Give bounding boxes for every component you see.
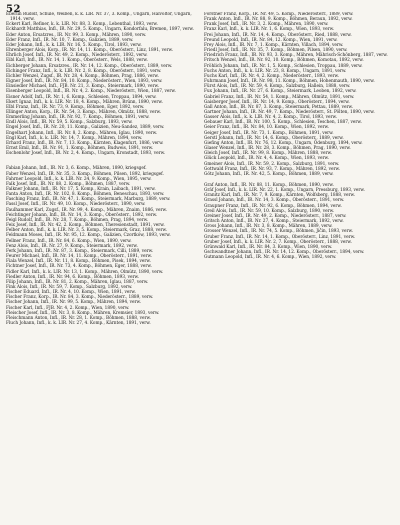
list-entry: Engl Karl, Infl., k. k. LIR. Nr. 14, 7. Komp., Mähren, 1894, verw. (6, 135, 143, 141)
list-entry: Fenz Alois, Infl., IR. Nr. 27, 9. Komp., Steiermark, 1892, verw. (6, 243, 138, 249)
list-entry: Giefing Anton, Infl., IR. Nr. 76, 12. Komp., Ungarn, Ödenburg, 1894, verw. (204, 140, 363, 146)
list-entry: Eberlin Rudolf, Schule, Weißen, k. k. LIR. Nr. 37, 3. Komp., Ungarn, Halvöltör, Ungarn, 1914. verw. (6, 12, 192, 23)
list-entry: Ehrlich Josef, Infl., IR. Nr. 49, 2. Komp., Niederösterr., 1892, verw. (6, 53, 148, 59)
list-entry: Gall Anton, Infl., IR. Nr. 87, 3. Komp., Steiermark, Pettau, 1889, verw. (204, 104, 353, 110)
list-entry: Geier Franz, Infl., IR. Nr. 84, 10. Komp., Wien, 1892, verw. (204, 125, 329, 131)
list-entry: Fleischer Josef, Infl., IR. Nr. 3, 8. Komp., Mähren, Kremsier, 1893, verw. (6, 310, 160, 316)
list-entry: Gabriel Franz, Infl., IR. Nr. 54, 1. Komp., Mähren, Olmütz, 1891, verw. (204, 94, 355, 100)
list-entry: Fischer Karl, Infl., FJB. Nr. 4, 2. Komp., Wien, 1890, verw. (6, 305, 130, 311)
list-entry: Gaisberger Josef, Infl., IR. Nr. 14, 9. Komp., Oberösterr., 1894, verw. (204, 99, 350, 105)
list-entry: Graf Anton, Infl., IR. Nr. 88, 11. Komp., Böhmen, 1890, verw. (204, 183, 334, 188)
list-entry: Elbl Franz, Infl., IR. Nr. 73, 9. Komp., Böhmen, Eger, 1892, verw. (6, 104, 145, 110)
list-entry: Fink Alois, Infl., IR. Nr. 59, 7. Komp., Salzburg, 1892, verw. (6, 284, 133, 290)
list-entry: Eibl Karl, Infl., IR. Nr. 14, 1. Komp., Oberösterr., Wels, 1888, verw. (6, 58, 148, 64)
list-entry: Eckhardt Matthias, Infl., IR. Nr. 29, 5. Komp., Ungarn, Kondorfalu, Bremen, 1897, verw. (6, 27, 194, 33)
list-entry: Gasser Alois, Infl., k. k. LIR. Nr. 4, 2. Komp., Tirol, 1893, verw. (204, 115, 337, 121)
list-entry: Filip Johann, Infl., IR. Nr. 81, 2. Komp., Mähren, Iglau, 1887, verw. (6, 279, 149, 285)
list-entry: Falk Josef, Infl., IR. Nr. 88, 2. Komp., Böhmen, 1887, verw. (6, 181, 131, 187)
list-entry: Eichberger Johann, Ersatzres., IR. Nr. 14, 12. Komp., Oberösterr., 1889, verw. (6, 63, 173, 69)
list-entry: Gartner Johann, Infl., IR. Nr. 49, 7. Komp., Niederösterr., St. Pölten, 1890, verw. (204, 109, 375, 115)
list-entry: Gottwald Franz, Infl., IR. Nr. 93, 7. Komp., Mähren, 1892, verw. (204, 166, 340, 172)
list-entry: Fellner Franz, Infl., IR. Nr. 84, 6. Komp., Wien, 1890, verw. (6, 238, 132, 244)
list-entry: Fuhrmann Josef, Infl., IR. Nr. 98, 11. Komp., Böhmen, Hohenmauth, 1890, verw. (204, 79, 375, 85)
list-entry: Fritsch Wenzel, Infl., IR. Nr. 92, 10. Komp., Böhmen, Komotau, 1892, verw. (204, 58, 364, 64)
list-entry: Ernst Emil, Infl., IR. Nr. 91, 1. Komp., Böhmen, Budweis, 1891, verw. (6, 146, 154, 152)
right-column (204, 12, 394, 523)
list-entry: Eichinger Franz, Infl., k. k. LIR. Nr. 2, 8. Komp., Oberösterr., 1891, verw. (6, 68, 162, 74)
list-entry: Fischer Johann, Infl., IR. Nr. 99, 5. Komp., Mähren, 1894, verw. (6, 300, 141, 306)
list-entry: Fleischmann Anton, Infl., IR. Nr. 28, 1. Komp., Böhmen, 1888, verw. (6, 315, 151, 321)
list-entry: Glaser Wenzel, Infl., IR. Nr. 28, 3. Komp., Böhmen, Prag, 1890, verw. (204, 146, 351, 152)
list-entry: Fasching Franz, Infl., IR. Nr. 47, 1. Komp., Steiermark, Marburg, 1889, verw. (6, 197, 171, 203)
columns (6, 12, 394, 523)
list-entry: Eigner Josef, Infl., IR. Nr. 84, 10. Komp., Niederösterr., Wien, 1893, verw. (6, 79, 163, 85)
list-entry: Fischer Franz, Korp., IR. Nr. 84, 3. Komp., Niederösterr., 1889, verw. (6, 295, 154, 301)
list-entry: Grünwald Karl, Infl., IR. Nr. 84, 3. Komp., Wien, 1890, verw. (204, 244, 333, 250)
section-gap (6, 156, 196, 166)
list-entry: Gmeiner Alois, Infl., IR. Nr. 59, 2. Komp., Salzburg, 1891, verw. (204, 161, 340, 167)
list-entry: Gutmann Leopold, Infl., IR. Nr. 4, 6. Komp., Wien, 1892, verw. (204, 255, 337, 261)
list-entry: Gebauer Karl, Infl., IR. Nr. 100, 5. Komp., Schlesien, Teschen, 1887, verw. (204, 120, 362, 126)
list-entry: Götz Johann, Infl., IR. Nr. 42, 5. Komp., Böhmen, 1889, verw. (204, 171, 334, 177)
list-entry: Granitz Karl, Infl., IR. Nr. 7, 9. Komp., Kärnten, Wolfsberg, 1888, verw. (204, 193, 355, 199)
list-entry: Gleich Josef, Infl., IR. Nr. 99, 8. Komp., Mähren, 1888, verw. (204, 151, 332, 157)
list-entry: Fassl Josef, Infl., IR. Nr. 49, 10. Komp., Niederösterr., 1890, verw. (6, 202, 146, 208)
list-entry: Grassl Johann, Infl., IR. Nr. 14, 3. Komp., Oberösterr., 1891, verw. (204, 198, 345, 204)
list-entry: Emmerling Johann, Infl., IR. Nr. 92, 7. Komp., Böhmen, 1891, verw. (6, 115, 150, 121)
list-entry: Eisenberger Leopold, Infl., IR. Nr. 4, 2. Komp., Niederösterr., Wien, 1887, verw. (6, 89, 176, 95)
list-entry: Fichtner Josef, Infl., IR. Nr. 73, 4. Komp., Böhmen, Eger, 1888, verw. (6, 264, 152, 270)
list-entry: Frank Anton, Infl., IR. Nr. 88, 9. Komp., Böhmen, Beraun, 1892, verw. (204, 17, 353, 23)
right-block-2 (204, 183, 394, 260)
list-entry: Fürst Alois, Infl., IR. Nr. 59, 4. Komp., Salzburg, Hallein, 1888, verw. (204, 84, 351, 90)
list-entry: Engel Josef, Infl., IR. Nr. 20, 11. Komp., Galizien, Neu-Sandez, 1889, verw. (6, 125, 165, 131)
list-entry: Fischer Eduard, Infl., IR. Nr. 4, 10. Komp., Wien, 1891, verw. (6, 290, 136, 296)
left-block-1 (6, 12, 196, 156)
list-entry: Graupner Franz, Infl., IR. Nr. 92, 6. Komp., Böhmen, 1894, verw. (204, 203, 342, 209)
list-entry: Eckert Karl, Refiner, k. k. LIR. Nr. 88, 3. Komp., Lebenthal, 1893, verw. (6, 22, 158, 28)
list-entry: Feigl Rudolf, Infl., IR. Nr. 28, 7. Komp., Böhmen, Prag, 1894, verw. (6, 217, 149, 223)
list-entry: Greiner Josef, Infl., IR. Nr. 49, 2. Komp., Niederösterr., 1887, verw. (204, 213, 347, 219)
list-entry: Fanta Anton, Infl., IR. Nr. 102, 8. Komp., Böhmen, Beneschau, 1893, verw. (6, 192, 165, 198)
list-entry: Ehrenberger Alois, Korp., IR. Nr. 14, 11. Komp., Oberösterr., Linz, 1891, verw. (6, 48, 173, 54)
list-entry: Greil Alois, Infl., IR. Nr. 59, 10. Komp., Salzburg, 1890, verw. (204, 208, 335, 214)
list-entry: Fuchs Anton, Infl., k. k. LIR. Nr. 23, 8. Komp., Ungarn, 1891, verw. (204, 68, 347, 74)
list-entry: Fiala Wenzel, Infl., IR. Nr. 11, 8. Komp., Böhmen, Pisek, 1894, verw. (6, 259, 151, 265)
list-entry: Einsiedler Michael, Infl., FJB. Nr. 21, 3. Komp., Steiermark, 1890, verw. (6, 84, 159, 90)
list-entry: Feldmann Moses, Infl., IR. Nr. 95, 12. Komp., Galizien, Czortków, 1893, verw. (6, 233, 171, 239)
list-entry: Endl Alois, Infl., IR. Nr. 59, 5. Komp., Salzburg, 1893, verw. (6, 120, 133, 126)
list-entry: Gschwandtner Johann, Infl., IR. Nr. 14, 12. Komp., Oberösterr., 1894, verw. (204, 250, 365, 256)
list-entry: Frank Josef, Infl., IR. Nr. 3, 2. Komp., Mähren, 1890, verw. (204, 22, 329, 28)
list-entry: Eichler Wenzel, Zugsf., IR. Nr. 28, 4. Komp., Böhmen, Prag, 1886, verw. (6, 73, 159, 79)
list-entry: Gruber Franz, Infl., IR. Nr. 14, 1. Komp., Oberösterr., Linz, 1891, verw. (204, 234, 356, 240)
list-entry: Ellinger Anton, Korp., IR. Nr. 54, 3. Komp., Mähren, Olmütz, 1888, verw. (6, 109, 161, 115)
list-entry: Frey Alois, Infl., IR. Nr. 7, 1. Komp., Kärnten, Villach, 1894, verw. (204, 42, 344, 48)
list-entry: Geiger Josef, Infl., IR. Nr. 73, 1. Komp., Böhmen, 1891, verw. (204, 130, 334, 136)
list-entry: Eschenlohr Josef, Infl., IR. Nr. 2, 4. Komp., Ungarn, Kronstadt, 1893, verw. (6, 151, 166, 157)
list-entry: Fluch Johann, Infl., k. k. LIR. Nr. 27, 4. Komp., Kärnten, 1891, verw. (6, 321, 151, 327)
left-column (6, 12, 196, 523)
list-entry: Fröhlich Johann, Infl., IR. Nr. 1, 5. Komp., Schlesien, Troppau, 1889, verw. (204, 63, 363, 69)
list-entry: Eder Johann, Infl., k. k. LIR. Nr. 16, 5. Komp., Tirol, 1893, verw. (6, 42, 142, 48)
list-entry: Fahrner Leopold, Infl., k. k. LIR. Nr. 24, 9. Komp., Wien, 1895, verw. (6, 176, 152, 182)
list-entry: Eisner Adolf, Infl., IR. Nr. 1, 6. Komp., Schlesien, Troppau, 1894, verw. (6, 94, 157, 100)
list-entry: Fabian Johann, Infl., IR. Nr. 3, 6. Komp., Mähren, 1890, kriegsgef. (6, 166, 147, 172)
list-entry: Falkner Johann, Infl., IR. Nr. 17, 5. Komp., Krain, Laibach, 1891, verw. (6, 187, 156, 192)
page-number: 52 (6, 4, 21, 15)
list-entry: Gritsch Anton, Infl., IR. Nr. 27, 4. Komp., Steiermark, 1892, verw. (204, 219, 344, 225)
list-entry: Fux Johann, Infl., IR. Nr. 27, 6. Komp., Steiermark, Leoben, 1892, verw. (204, 89, 357, 95)
right-block-1 (204, 12, 394, 177)
list-entry: Faulhammer Karl, Zugsf., IR. Nr. 99, 4. Komp., Mähren, Znaim, 1886, verw. (6, 207, 167, 213)
list-entry: Fidler Karl, Infl., k. k. LIR. Nr. 13, 1. Komp., Mähren, Olmütz, 1890, verw. (6, 269, 164, 275)
list-entry: Feichtinger Johann, Infl., IR. Nr. 14, 3. Komp., Oberösterr., 1892, verw. (6, 212, 158, 218)
list-entry: Fiedler Anton, Infl., IR. Nr. 94, 6. Komp., Böhmen, 1893, verw. (6, 274, 139, 280)
list-entry: Gruber Josef, Infl., k. k. LIR. Nr. 2, 7. Komp., Oberösterr., 1888, verw. (204, 239, 352, 245)
list-entry: Friedrich Franz, Infl., IR. Nr. 93, 3. Komp., Mähren, Mährisch-Schönberg, 1887, verw. (204, 53, 388, 59)
list-entry: Gräf Josef, Infl., k. k. LIR. Nr. 22, 1. Komp., Ungarn, Pressburg, 1893, verw. (204, 188, 365, 194)
list-entry: Franz Karl, Infl., k. k. LIR. Nr. 1, 6. Komp., Wien, 1893, verw. (204, 27, 335, 33)
left-block-2 (6, 166, 196, 326)
list-entry: Grosser Wenzel, Infl., IR. Nr. 74, 5. Komp., Böhmen, Jičin, 1893, verw. (204, 229, 353, 235)
list-entry: Feix Josef, Infl., IR. Nr. 42, 2. Komp., Böhmen, Theresienstadt, 1891, verw. (6, 223, 165, 229)
list-entry: Friedl Josef, Infl., IR. Nr. 35, 7. Komp., Böhmen, Pilsen, 1890, verw. (204, 48, 348, 54)
list-entry: Eder Anton, Ersatzres., IR. Nr. 99, 3. Komp., Mähren, 1890, verw. (6, 32, 147, 38)
list-entry: Gross Johann, Infl., IR. Nr. 3, 8. Komp., Mähren, 1889, verw. (204, 224, 333, 230)
list-entry: Engelhart Johann, Infl., IR. Nr. 8, 2. Komp., Mähren, Iglau, 1890, verw. (6, 130, 158, 136)
list-entry: Feurer Michael, Infl., IR. Nr. 14, 11. Komp., Oberösterr., 1891, verw. (6, 254, 152, 260)
list-entry: Glück Leopold, Infl., IR. Nr. 4, 4. Komp., Wien, 1893, verw. (204, 156, 329, 162)
list-entry: Eder Franz, Infl., IR. Nr. 10, 7. Komp., Galizien, 1889, verw. (6, 37, 134, 43)
list-entry: Erhard Franz, Infl., IR. Nr. 7, 13. Komp., Kärnten, Klagenfurt, 1886, verw. (6, 140, 164, 146)
list-entry: Faber Wenzel, Infl., IR. Nr. 35, 3. Komp., Böhmen, Pilsen, 1892, kriegsgef. (6, 171, 164, 177)
list-entry: Frei Johann, Infl., IR. Nr. 14, 4. Komp., Oberösterr., Ried, 1888, verw. (204, 32, 352, 38)
list-entry: Felber Anton, Infl., k. k. LIR. Nr. 3, 5. Komp., Steiermark, Graz, 1888, verw. (6, 228, 167, 234)
list-entry: Ferk Johann, Infl., IR. Nr. 87, 3. Komp., Steiermark, Cilli, 1889, verw. (6, 248, 154, 254)
list-entry: Ekert Ignaz, Infl., k. k. LIR. Nr. 18, 4. Komp., Mähren, Brünn, 1890, verw. (6, 99, 163, 105)
list-entry: Freund Leopold, Infl., IR. Nr. 84, 12. Komp., Wien, 1891, verw. (204, 37, 338, 43)
list-entry: Forstner Franz, Korp., IR. Nr. 49, 5. Komp., Niederösterr., 1889, verw. (204, 12, 354, 17)
list-entry: Gerstl Johann, Infl., IR. Nr. 14, 6. Komp., Oberösterr., 1889, verw. (204, 135, 344, 141)
list-entry: Fuchs Karl, Infl., IR. Nr. 4, 2. Komp., Niederösterr., 1893, verw. (204, 73, 339, 79)
